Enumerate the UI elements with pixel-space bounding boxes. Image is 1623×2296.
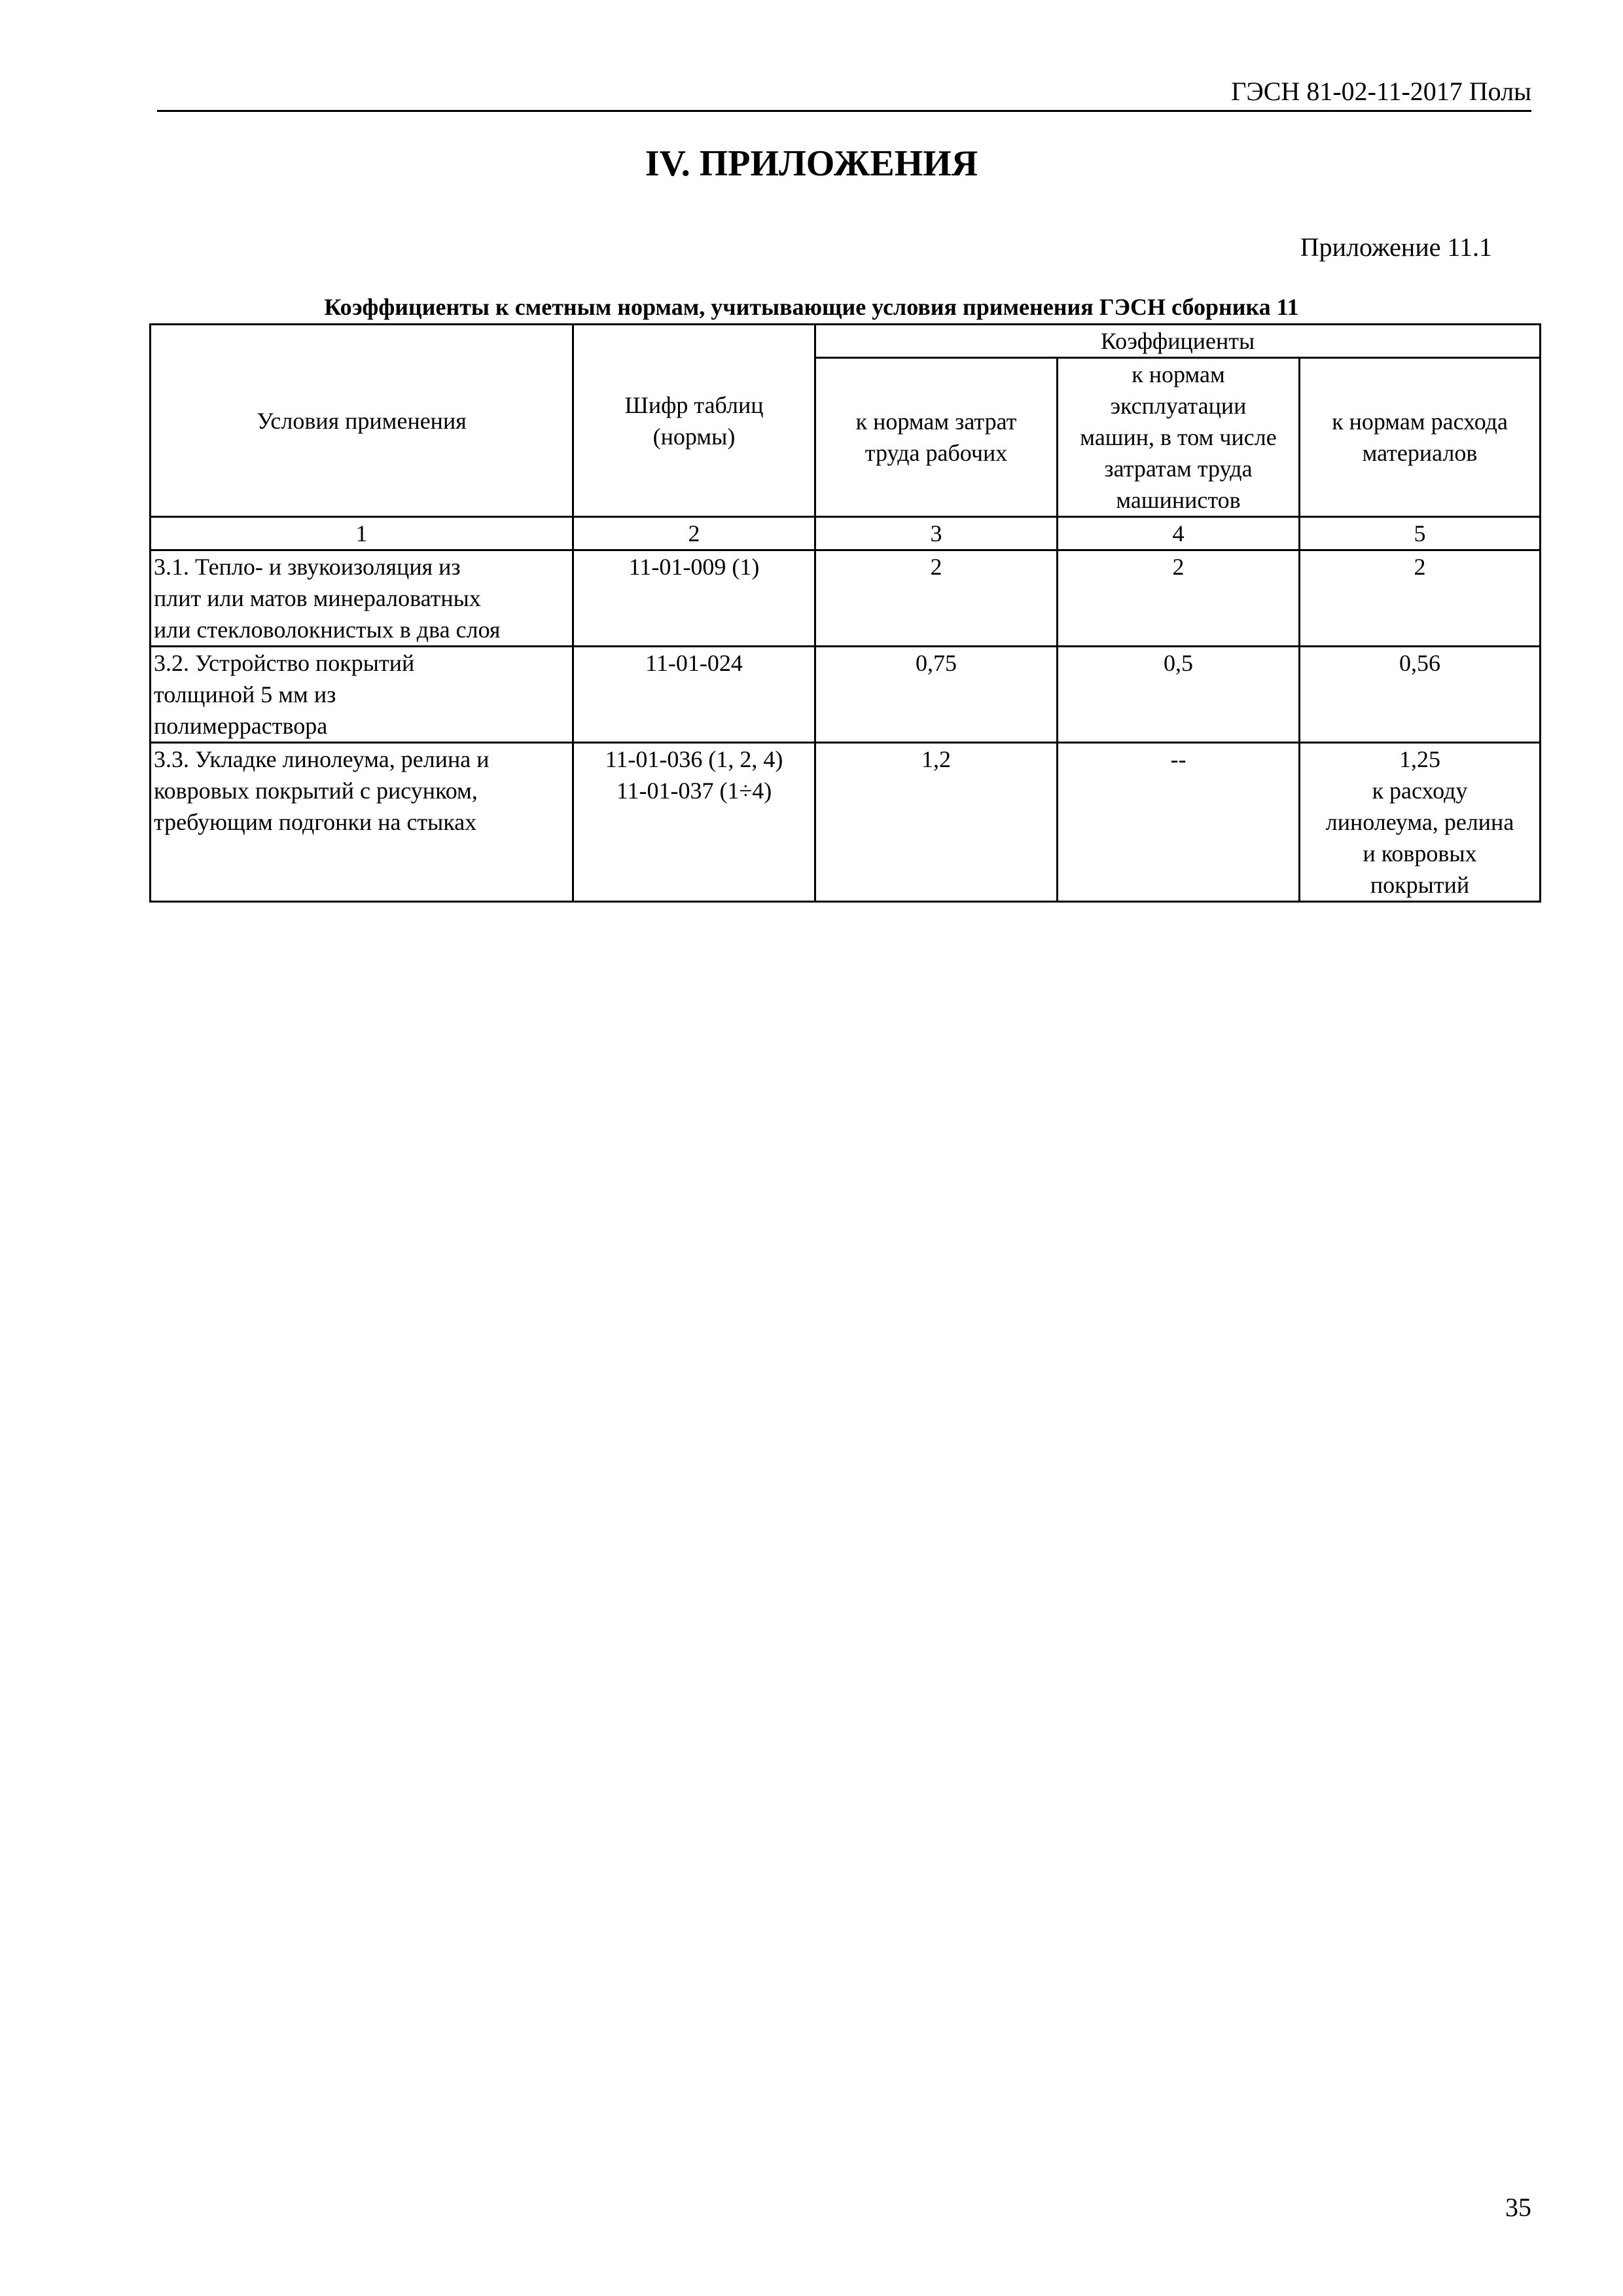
row-code-line: 11-01-009 (1) xyxy=(628,554,760,580)
section-title: IV. ПРИЛОЖЕНИЯ xyxy=(645,143,978,184)
row-materials xyxy=(1300,550,1541,647)
column-number: 5 xyxy=(1300,517,1541,550)
row-materials-line: к расходу xyxy=(1372,778,1468,804)
row-conditions-line: 3.3. Укладке линолеума, релина и xyxy=(154,746,490,772)
row-machines: 0,5 xyxy=(1058,647,1300,743)
header-labor xyxy=(815,358,1058,517)
row-code-line: 11-01-024 xyxy=(645,650,743,676)
table-row xyxy=(151,550,1541,647)
row-materials-line: 0,56 xyxy=(1399,650,1441,676)
row-code xyxy=(573,743,815,902)
row-conditions-line: 3.2. Устройство покрытий xyxy=(154,650,415,676)
header-code xyxy=(573,325,815,517)
row-labor: 2 xyxy=(815,550,1058,647)
running-header-title: ГЭСН 81-02-11-2017 Полы xyxy=(1231,77,1531,106)
header-machines-line: затратам труда xyxy=(1104,456,1253,482)
coefficients-table xyxy=(149,323,1541,903)
row-conditions-line: плит или матов минераловатных xyxy=(154,585,481,611)
page-number: 35 xyxy=(1505,2193,1531,2222)
header-labor-line: к нормам затрат xyxy=(855,408,1017,435)
table-row xyxy=(151,647,1541,743)
header-materials-line: к нормам расхода xyxy=(1332,408,1508,435)
row-conditions-line: толщиной 5 мм из xyxy=(154,681,336,708)
row-materials-line: и ковровых xyxy=(1363,840,1477,867)
row-code-line: 11-01-036 (1, 2, 4) xyxy=(605,746,783,772)
row-conditions xyxy=(151,743,573,902)
header-machines-line: эксплуатации xyxy=(1110,393,1247,419)
header-materials xyxy=(1300,358,1541,517)
row-materials-line: покрытий xyxy=(1370,872,1470,898)
header-machines-line: к нормам xyxy=(1132,361,1225,387)
header-labor-line: труда рабочих xyxy=(865,440,1008,466)
row-conditions-line: ковровых покрытий с рисунком, xyxy=(154,778,478,804)
row-conditions-line: полимерраствора xyxy=(154,713,328,739)
table-caption: Коэффициенты к сметным нормам, учитывающие условия применения ГЭСН сборника 11 xyxy=(324,294,1299,320)
row-conditions-line: или стекловолокнистых в два слоя xyxy=(154,617,501,643)
row-conditions xyxy=(151,550,573,647)
row-code-line: 11-01-037 (1÷4) xyxy=(616,778,772,804)
running-header xyxy=(157,73,1531,112)
row-materials-line: 1,25 xyxy=(1399,746,1441,772)
column-number: 2 xyxy=(573,517,815,550)
row-materials xyxy=(1300,647,1541,743)
header-row-1 xyxy=(151,325,1541,358)
row-machines: -- xyxy=(1058,743,1300,902)
header-machines-line: машинистов xyxy=(1116,487,1241,513)
column-number: 4 xyxy=(1058,517,1300,550)
row-conditions-line: 3.1. Тепло- и звукоизоляция из xyxy=(154,554,461,580)
header-conditions: Условия применения xyxy=(151,325,573,517)
row-conditions xyxy=(151,647,573,743)
row-labor: 0,75 xyxy=(815,647,1058,743)
row-materials xyxy=(1300,743,1541,902)
row-machines: 2 xyxy=(1058,550,1300,647)
header-code-line: (нормы) xyxy=(652,423,736,450)
header-machines-line: машин, в том числе xyxy=(1080,424,1277,450)
header-materials-line: материалов xyxy=(1362,440,1478,466)
row-labor: 1,2 xyxy=(815,743,1058,902)
header-machines xyxy=(1058,358,1300,517)
table-row xyxy=(151,743,1541,902)
row-materials-line: 2 xyxy=(1414,554,1426,580)
header-coefficients: Коэффициенты xyxy=(815,325,1541,358)
column-number-row xyxy=(151,517,1541,550)
column-number: 1 xyxy=(151,517,573,550)
appendix-label: Приложение 11.1 xyxy=(1300,232,1492,262)
header-code-line: Шифр таблиц xyxy=(624,391,764,418)
row-code xyxy=(573,550,815,647)
row-materials-line: линолеума, релина xyxy=(1325,809,1514,835)
row-conditions-line: требующим подгонки на стыках xyxy=(154,809,477,835)
row-code xyxy=(573,647,815,743)
column-number: 3 xyxy=(815,517,1058,550)
